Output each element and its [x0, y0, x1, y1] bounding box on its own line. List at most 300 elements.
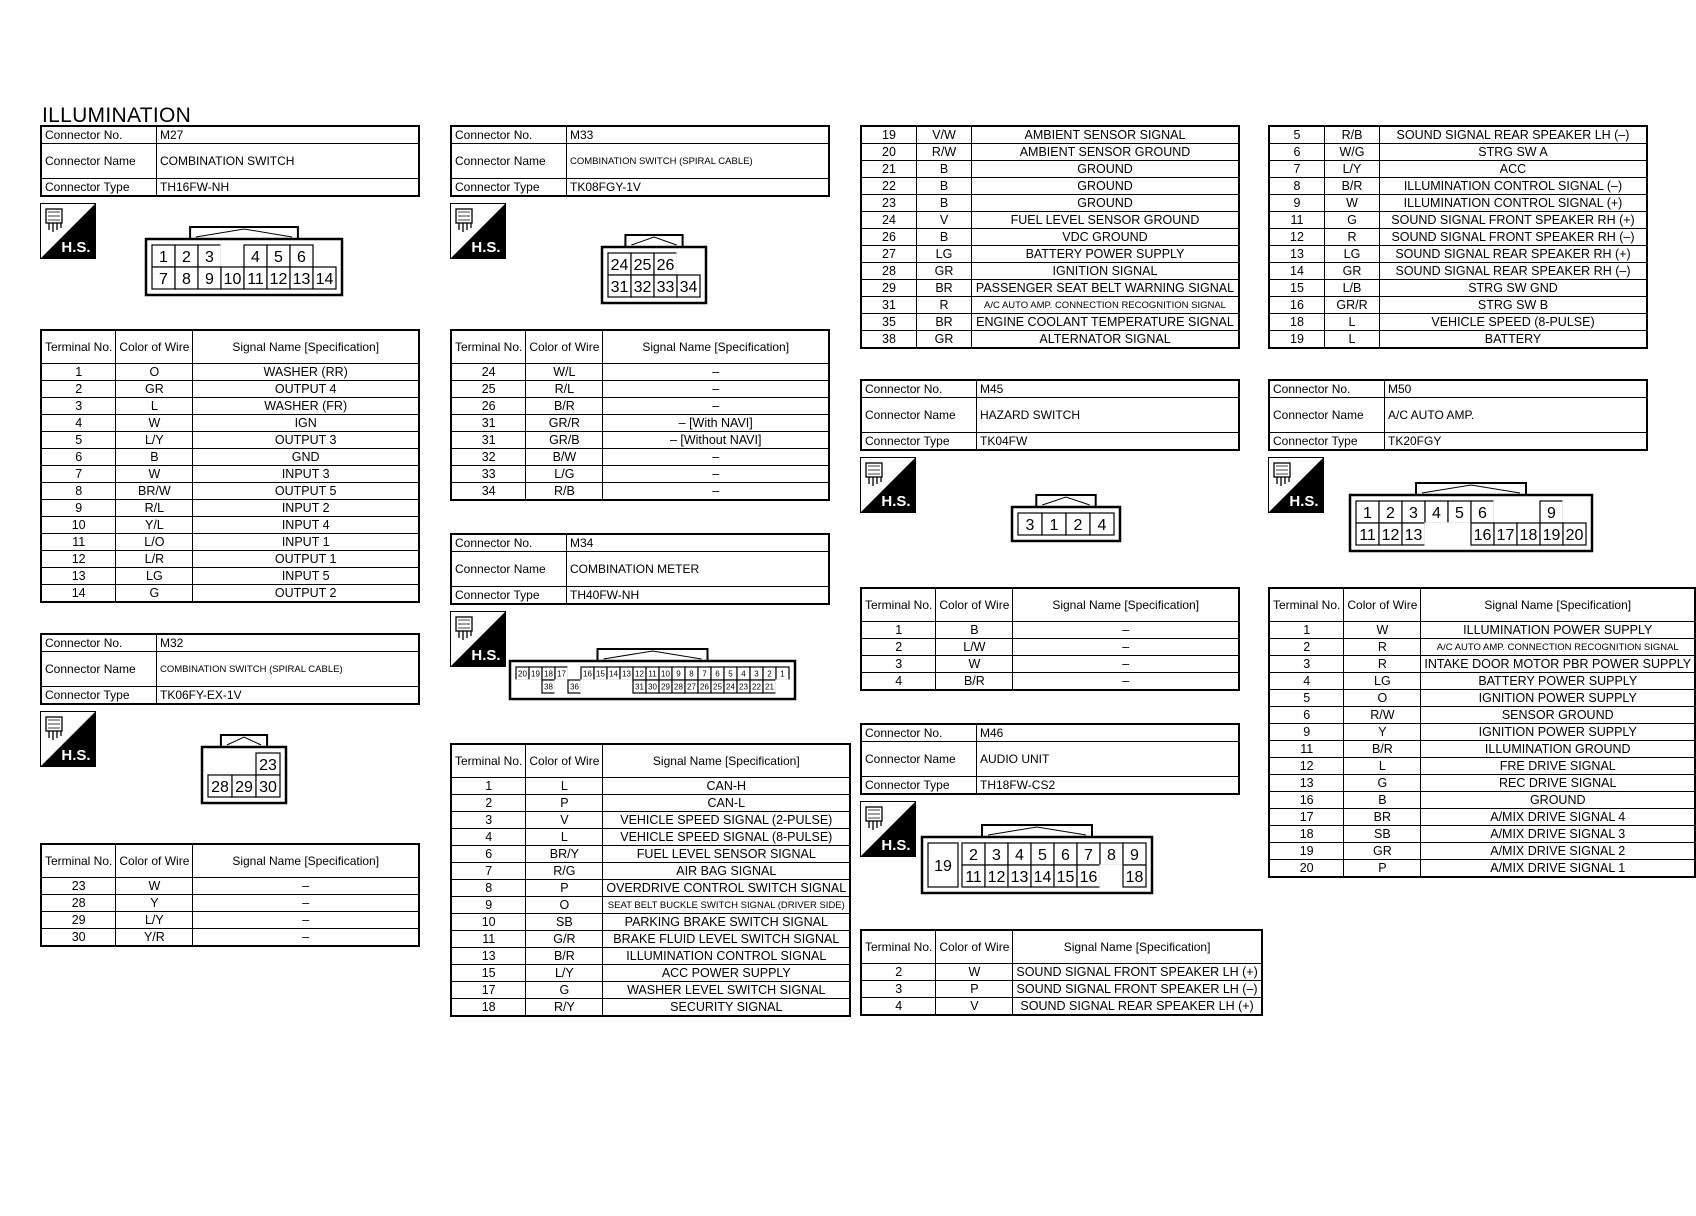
table-row	[451, 982, 850, 999]
wire-color: L	[1344, 758, 1421, 775]
signal-name: ENGINE COOLANT TEMPERATURE SIGNAL	[972, 314, 1240, 331]
terminal-no: 26	[861, 229, 917, 246]
table-row	[451, 948, 850, 965]
terminal-no: 28	[41, 895, 116, 912]
pin-table-m45	[860, 587, 1240, 691]
connector-name-value: COMBINATION SWITCH (SPIRAL CABLE)	[567, 144, 830, 179]
harness-side-icon	[40, 203, 96, 259]
terminal-no: 16	[1269, 792, 1344, 809]
connector-view-m45	[860, 451, 1240, 587]
table-row	[1269, 314, 1647, 331]
wire-color: O	[116, 364, 193, 381]
signal-name: INPUT 5	[193, 568, 419, 585]
signal-name: –	[1013, 673, 1239, 691]
wire-color: GR	[116, 381, 193, 398]
pin-number: 11	[1359, 526, 1376, 544]
label-connector-type: Connector Type	[451, 587, 567, 605]
connector-diagram-m32	[200, 731, 290, 815]
signal-name: – [With NAVI]	[603, 415, 829, 432]
terminal-no: 34	[451, 483, 526, 501]
connector-name-value: A/C AUTO AMP.	[1385, 398, 1648, 433]
signal-name: STRG SW A	[1380, 144, 1648, 161]
pin-number: 6	[1478, 504, 1487, 522]
signal-name: –	[603, 449, 829, 466]
pin-number: 31	[635, 682, 644, 692]
wire-color: LG	[1325, 246, 1380, 263]
wire-color: R	[1344, 656, 1421, 673]
wire-color: W	[1325, 195, 1380, 212]
table-row	[1269, 724, 1695, 741]
signal-name: GND	[193, 449, 419, 466]
pin-number: 20	[518, 669, 527, 679]
table-row	[861, 331, 1239, 349]
table-row	[861, 126, 1239, 144]
pin-number: 32	[633, 278, 652, 296]
pin-cell	[516, 680, 529, 693]
terminal-no: 11	[1269, 741, 1344, 758]
terminal-no: 4	[861, 673, 936, 691]
signal-name: INPUT 4	[193, 517, 419, 534]
terminal-no: 11	[1269, 212, 1325, 229]
pin-cell	[232, 753, 256, 775]
pin-number: 17	[557, 669, 566, 679]
table-row	[451, 846, 850, 863]
label-connector-name: Connector Name	[451, 144, 567, 179]
signal-name: ILLUMINATION POWER SUPPLY	[1421, 622, 1695, 639]
signal-name: –	[1013, 622, 1239, 639]
pin-number: 16	[1473, 526, 1492, 544]
label-connector-name: Connector Name	[41, 144, 157, 179]
terminal-no: 12	[1269, 758, 1344, 775]
table-row	[451, 931, 850, 948]
signal-name: VEHICLE SPEED SIGNAL (8-PULSE)	[603, 829, 850, 846]
connector-latch-mark	[1042, 497, 1089, 505]
col-terminal-no: Terminal No.	[451, 330, 526, 364]
table-row	[1269, 843, 1695, 860]
connector-latch-mark	[196, 229, 292, 237]
connector-view-m33	[450, 197, 830, 329]
signal-name: –	[193, 912, 419, 929]
table-row	[41, 364, 419, 381]
connector-type-value: TH16FW-NH	[157, 179, 420, 197]
terminal-no: 24	[451, 364, 526, 381]
terminal-no: 29	[861, 280, 917, 297]
pin-number: 20	[1565, 526, 1584, 544]
connector-diagram-m27	[144, 223, 344, 307]
signal-name: SOUND SIGNAL FRONT SPEAKER LH (+)	[1013, 964, 1262, 981]
signal-name: A/MIX DRIVE SIGNAL 2	[1421, 843, 1695, 860]
signal-name: – [Without NAVI]	[603, 432, 829, 449]
signal-name: IGNITION SIGNAL	[972, 263, 1240, 280]
terminal-no: 13	[1269, 775, 1344, 792]
table-row	[451, 999, 850, 1017]
pin-number: 26	[700, 682, 709, 692]
table-row	[451, 483, 829, 501]
col-terminal-no: Terminal No.	[41, 330, 116, 364]
pin-cell	[555, 680, 568, 693]
signal-name: ILLUMINATION CONTROL SIGNAL (–)	[1380, 178, 1648, 195]
pin-cell	[529, 680, 542, 693]
pin-cell	[1563, 501, 1586, 523]
pin-number: 11	[648, 669, 657, 679]
pin-cell	[1100, 865, 1123, 887]
table-row	[451, 364, 829, 381]
table-row	[451, 965, 850, 982]
signal-name: –	[603, 398, 829, 415]
pin-number: 9	[1547, 504, 1556, 522]
connector-diagram-m45	[1010, 491, 1130, 551]
table-row	[861, 297, 1239, 314]
wire-color: W	[116, 415, 193, 432]
connector-type-value: TK08FGY-1V	[567, 179, 830, 197]
wire-color: R	[917, 297, 972, 314]
col-terminal-no: Terminal No.	[861, 930, 936, 964]
wire-color: W/L	[526, 364, 603, 381]
col-signal-name: Signal Name [Specification]	[1013, 930, 1262, 964]
signal-name: –	[1013, 639, 1239, 656]
connector-latch-mark	[988, 827, 1086, 835]
label-connector-type: Connector Type	[861, 433, 977, 451]
col-wire-color: Color of Wire	[116, 330, 193, 364]
harness-side-icon	[1268, 457, 1324, 513]
signal-name: ALTERNATOR SIGNAL	[972, 331, 1240, 349]
pin-table-m46	[860, 929, 1263, 1016]
pin-number: 8	[689, 669, 694, 679]
col-wire-color: Color of Wire	[526, 744, 603, 778]
terminal-no: 8	[1269, 178, 1325, 195]
wire-color: G	[1344, 775, 1421, 792]
table-row	[1269, 622, 1695, 639]
pin-number: 19	[531, 669, 540, 679]
wire-color: L/Y	[116, 912, 193, 929]
terminal-no: 31	[451, 415, 526, 432]
table-row	[1269, 707, 1695, 724]
table-row	[451, 449, 829, 466]
pin-number: 30	[259, 778, 277, 796]
wire-color: W	[116, 878, 193, 895]
signal-name: GROUND	[972, 195, 1240, 212]
table-row	[1269, 263, 1647, 280]
pin-number: 16	[1079, 868, 1098, 886]
signal-name: ILLUMINATION GROUND	[1421, 741, 1695, 758]
table-row	[41, 398, 419, 415]
wire-color: B/R	[1325, 178, 1380, 195]
wire-color: GR/R	[526, 415, 603, 432]
hs-label: H.S.	[881, 837, 911, 854]
wire-color: SB	[526, 914, 603, 931]
signal-name: OVERDRIVE CONTROL SWITCH SIGNAL	[603, 880, 850, 897]
table-row	[41, 483, 419, 500]
connector-type-value: TK20FGY	[1385, 433, 1648, 451]
pin-number: 6	[297, 248, 306, 266]
label-connector-no: Connector No.	[861, 724, 977, 742]
connector-latch-mark	[1422, 485, 1520, 493]
pin-number: 17	[1496, 526, 1515, 544]
terminal-no: 18	[451, 999, 526, 1017]
wire-color: L/Y	[116, 432, 193, 449]
pin-number: 7	[702, 669, 707, 679]
table-row	[861, 161, 1239, 178]
wire-color: SB	[1344, 826, 1421, 843]
pin-number: 18	[544, 669, 553, 679]
pin-number: 19	[934, 857, 952, 875]
connector-header-m32	[40, 633, 420, 705]
wire-color: W	[1344, 622, 1421, 639]
hs-label: H.S.	[881, 493, 911, 510]
hs-label: H.S.	[61, 239, 91, 256]
table-row	[861, 229, 1239, 246]
wire-color: V/W	[917, 126, 972, 144]
pin-number: 3	[754, 669, 759, 679]
pin-number: 28	[211, 778, 229, 796]
signal-name: AMBIENT SENSOR GROUND	[972, 144, 1240, 161]
signal-name: CAN-L	[603, 795, 850, 812]
signal-name: FUEL LEVEL SENSOR SIGNAL	[603, 846, 850, 863]
pin-number: 34	[679, 278, 698, 296]
terminal-no: 4	[861, 998, 936, 1016]
connector-type-value: TK04FW	[977, 433, 1240, 451]
terminal-no: 6	[41, 449, 116, 466]
wire-color: G	[116, 585, 193, 603]
connector-diagram-m50	[1348, 479, 1618, 569]
hs-icon	[450, 203, 506, 264]
pin-number: 22	[752, 682, 761, 692]
table-row	[41, 381, 419, 398]
table-row	[41, 929, 419, 947]
wire-color: L/W	[936, 639, 1013, 656]
terminal-no: 33	[451, 466, 526, 483]
connector-no-value: M45	[977, 380, 1240, 398]
col-signal-name: Signal Name [Specification]	[193, 844, 419, 878]
pin-number: 10	[661, 669, 670, 679]
col-wire-color: Color of Wire	[116, 844, 193, 878]
wire-color: GR	[917, 331, 972, 349]
pin-table-m34-continued	[860, 125, 1240, 349]
label-connector-type: Connector Type	[451, 179, 567, 197]
pin-cell	[677, 253, 700, 275]
terminal-no: 17	[1269, 809, 1344, 826]
pin-number: 23	[739, 682, 748, 692]
terminal-no: 1	[1269, 622, 1344, 639]
pin-number: 5	[274, 248, 283, 266]
terminal-no: 20	[861, 144, 917, 161]
connector-latch-mark	[227, 737, 261, 745]
wire-color: B	[1344, 792, 1421, 809]
label-connector-name: Connector Name	[861, 742, 977, 777]
pin-number: 28	[674, 682, 683, 692]
terminal-no: 17	[451, 982, 526, 999]
signal-name: STRG SW B	[1380, 297, 1648, 314]
signal-name: VEHICLE SPEED SIGNAL (2-PULSE)	[603, 812, 850, 829]
wire-color: B	[116, 449, 193, 466]
signal-name: IGNITION POWER SUPPLY	[1421, 724, 1695, 741]
signal-name: ACC POWER SUPPLY	[603, 965, 850, 982]
pin-cell	[1517, 501, 1540, 523]
terminal-no: 9	[1269, 724, 1344, 741]
wire-color: R/W	[1344, 707, 1421, 724]
connector-view-m27	[40, 197, 420, 329]
table-row	[451, 466, 829, 483]
wire-color: V	[526, 812, 603, 829]
terminal-no: 9	[41, 500, 116, 517]
wire-color: B/R	[526, 398, 603, 415]
table-row	[451, 778, 850, 795]
wire-color: R/G	[526, 863, 603, 880]
table-row	[1269, 758, 1695, 775]
table-row	[451, 914, 850, 931]
terminal-no: 14	[1269, 263, 1325, 280]
wire-color: B	[917, 229, 972, 246]
signal-name: BATTERY POWER SUPPLY	[972, 246, 1240, 263]
table-row	[861, 622, 1239, 639]
pin-number: 15	[596, 669, 605, 679]
terminal-no: 28	[861, 263, 917, 280]
wire-color: G	[526, 982, 603, 999]
table-row	[451, 897, 850, 914]
signal-name: –	[1013, 656, 1239, 673]
hs-icon	[40, 711, 96, 772]
signal-name: A/MIX DRIVE SIGNAL 3	[1421, 826, 1695, 843]
terminal-no: 9	[1269, 195, 1325, 212]
terminal-no: 19	[1269, 331, 1325, 349]
pin-table-m32	[40, 843, 420, 947]
pin-number: 16	[583, 669, 592, 679]
terminal-no: 15	[1269, 280, 1325, 297]
pin-number: 33	[656, 278, 675, 296]
terminal-no: 7	[41, 466, 116, 483]
wire-color: Y	[1344, 724, 1421, 741]
pin-number: 23	[259, 756, 277, 774]
wire-color: V	[917, 212, 972, 229]
wire-color: BR/Y	[526, 846, 603, 863]
label-connector-type: Connector Type	[1269, 433, 1385, 451]
table-row	[451, 812, 850, 829]
connector-view-m50	[1268, 451, 1648, 587]
hs-label: H.S.	[471, 239, 501, 256]
signal-name: SENSOR GROUND	[1421, 707, 1695, 724]
connector-type-value: TK06FY-EX-1V	[157, 687, 420, 705]
label-connector-no: Connector No.	[41, 634, 157, 652]
table-row	[1269, 656, 1695, 673]
pin-table-m27	[40, 329, 420, 603]
terminal-no: 5	[1269, 126, 1325, 144]
wire-color: G/R	[526, 931, 603, 948]
signal-name: SOUND SIGNAL FRONT SPEAKER LH (–)	[1013, 981, 1262, 998]
table-row	[41, 432, 419, 449]
signal-name: ILLUMINATION CONTROL SIGNAL	[603, 948, 850, 965]
table-row	[451, 415, 829, 432]
wire-color: L/Y	[1325, 161, 1380, 178]
terminal-no: 6	[1269, 144, 1325, 161]
wire-color: B/W	[526, 449, 603, 466]
signal-name: INPUT 2	[193, 500, 419, 517]
terminal-no: 15	[451, 965, 526, 982]
signal-name: SOUND SIGNAL FRONT SPEAKER RH (–)	[1380, 229, 1648, 246]
pin-number: 12	[1381, 526, 1400, 544]
pin-number: 7	[1084, 846, 1093, 864]
harness-side-icon	[860, 457, 916, 513]
terminal-no: 22	[861, 178, 917, 195]
pin-number: 29	[661, 682, 670, 692]
col-terminal-no: Terminal No.	[1269, 588, 1344, 622]
terminal-no: 10	[41, 517, 116, 534]
signal-name: SOUND SIGNAL REAR SPEAKER LH (–)	[1380, 126, 1648, 144]
hs-icon	[860, 801, 916, 862]
pin-table-m34	[450, 743, 851, 1017]
signal-name: IGN	[193, 415, 419, 432]
pin-number: 2	[1386, 504, 1395, 522]
terminal-no: 14	[41, 585, 116, 603]
pin-number: 8	[182, 270, 191, 288]
pin-number: 14	[609, 669, 618, 679]
signal-name: INPUT 1	[193, 534, 419, 551]
signal-name: WASHER (FR)	[193, 398, 419, 415]
col-signal-name: Signal Name [Specification]	[1421, 588, 1695, 622]
pin-number: 18	[1519, 526, 1538, 544]
table-row	[451, 829, 850, 846]
col-signal-name: Signal Name [Specification]	[603, 330, 829, 364]
table-row	[41, 517, 419, 534]
connector-name-value: COMBINATION SWITCH (SPIRAL CABLE)	[157, 652, 420, 687]
wire-color: Y	[116, 895, 193, 912]
pin-number: 4	[1097, 516, 1107, 534]
wire-color: R/B	[526, 483, 603, 501]
table-row	[861, 998, 1262, 1016]
terminal-no: 19	[861, 126, 917, 144]
signal-name: OUTPUT 4	[193, 381, 419, 398]
connector-header-m27	[40, 125, 420, 197]
signal-name: INPUT 3	[193, 466, 419, 483]
col-wire-color: Color of Wire	[936, 588, 1013, 622]
signal-name: SOUND SIGNAL REAR SPEAKER RH (+)	[1380, 246, 1648, 263]
signal-name: OUTPUT 1	[193, 551, 419, 568]
wire-color: B	[917, 195, 972, 212]
table-row	[861, 964, 1262, 981]
wire-color: LG	[1344, 673, 1421, 690]
col-wire-color: Color of Wire	[936, 930, 1013, 964]
connector-diagram-m46	[920, 821, 1210, 911]
signal-name: SOUND SIGNAL REAR SPEAKER LH (+)	[1013, 998, 1262, 1016]
table-row	[451, 880, 850, 897]
pin-cell	[221, 245, 244, 267]
terminal-no: 11	[451, 931, 526, 948]
connector-name-value: HAZARD SWITCH	[977, 398, 1240, 433]
terminal-no: 2	[1269, 639, 1344, 656]
wire-color: LG	[116, 568, 193, 585]
harness-side-icon	[450, 611, 506, 667]
col-signal-name: Signal Name [Specification]	[193, 330, 419, 364]
terminal-no: 21	[861, 161, 917, 178]
wire-color: GR	[917, 263, 972, 280]
terminal-no: 38	[861, 331, 917, 349]
harness-side-icon	[450, 203, 506, 259]
signal-name: OUTPUT 5	[193, 483, 419, 500]
signal-name: GROUND	[1421, 792, 1695, 809]
col-terminal-no: Terminal No.	[41, 844, 116, 878]
terminal-no: 4	[451, 829, 526, 846]
pin-number: 1	[1049, 516, 1059, 534]
table-row	[1269, 673, 1695, 690]
connector-view-m32	[40, 705, 420, 843]
wire-color: B/R	[936, 673, 1013, 691]
wire-color: R/W	[917, 144, 972, 161]
wire-color: W	[116, 466, 193, 483]
wire-color: B	[936, 622, 1013, 639]
pin-cell	[1425, 523, 1448, 545]
table-row	[1269, 639, 1695, 656]
wire-color: P	[526, 880, 603, 897]
wire-color: W/G	[1325, 144, 1380, 161]
